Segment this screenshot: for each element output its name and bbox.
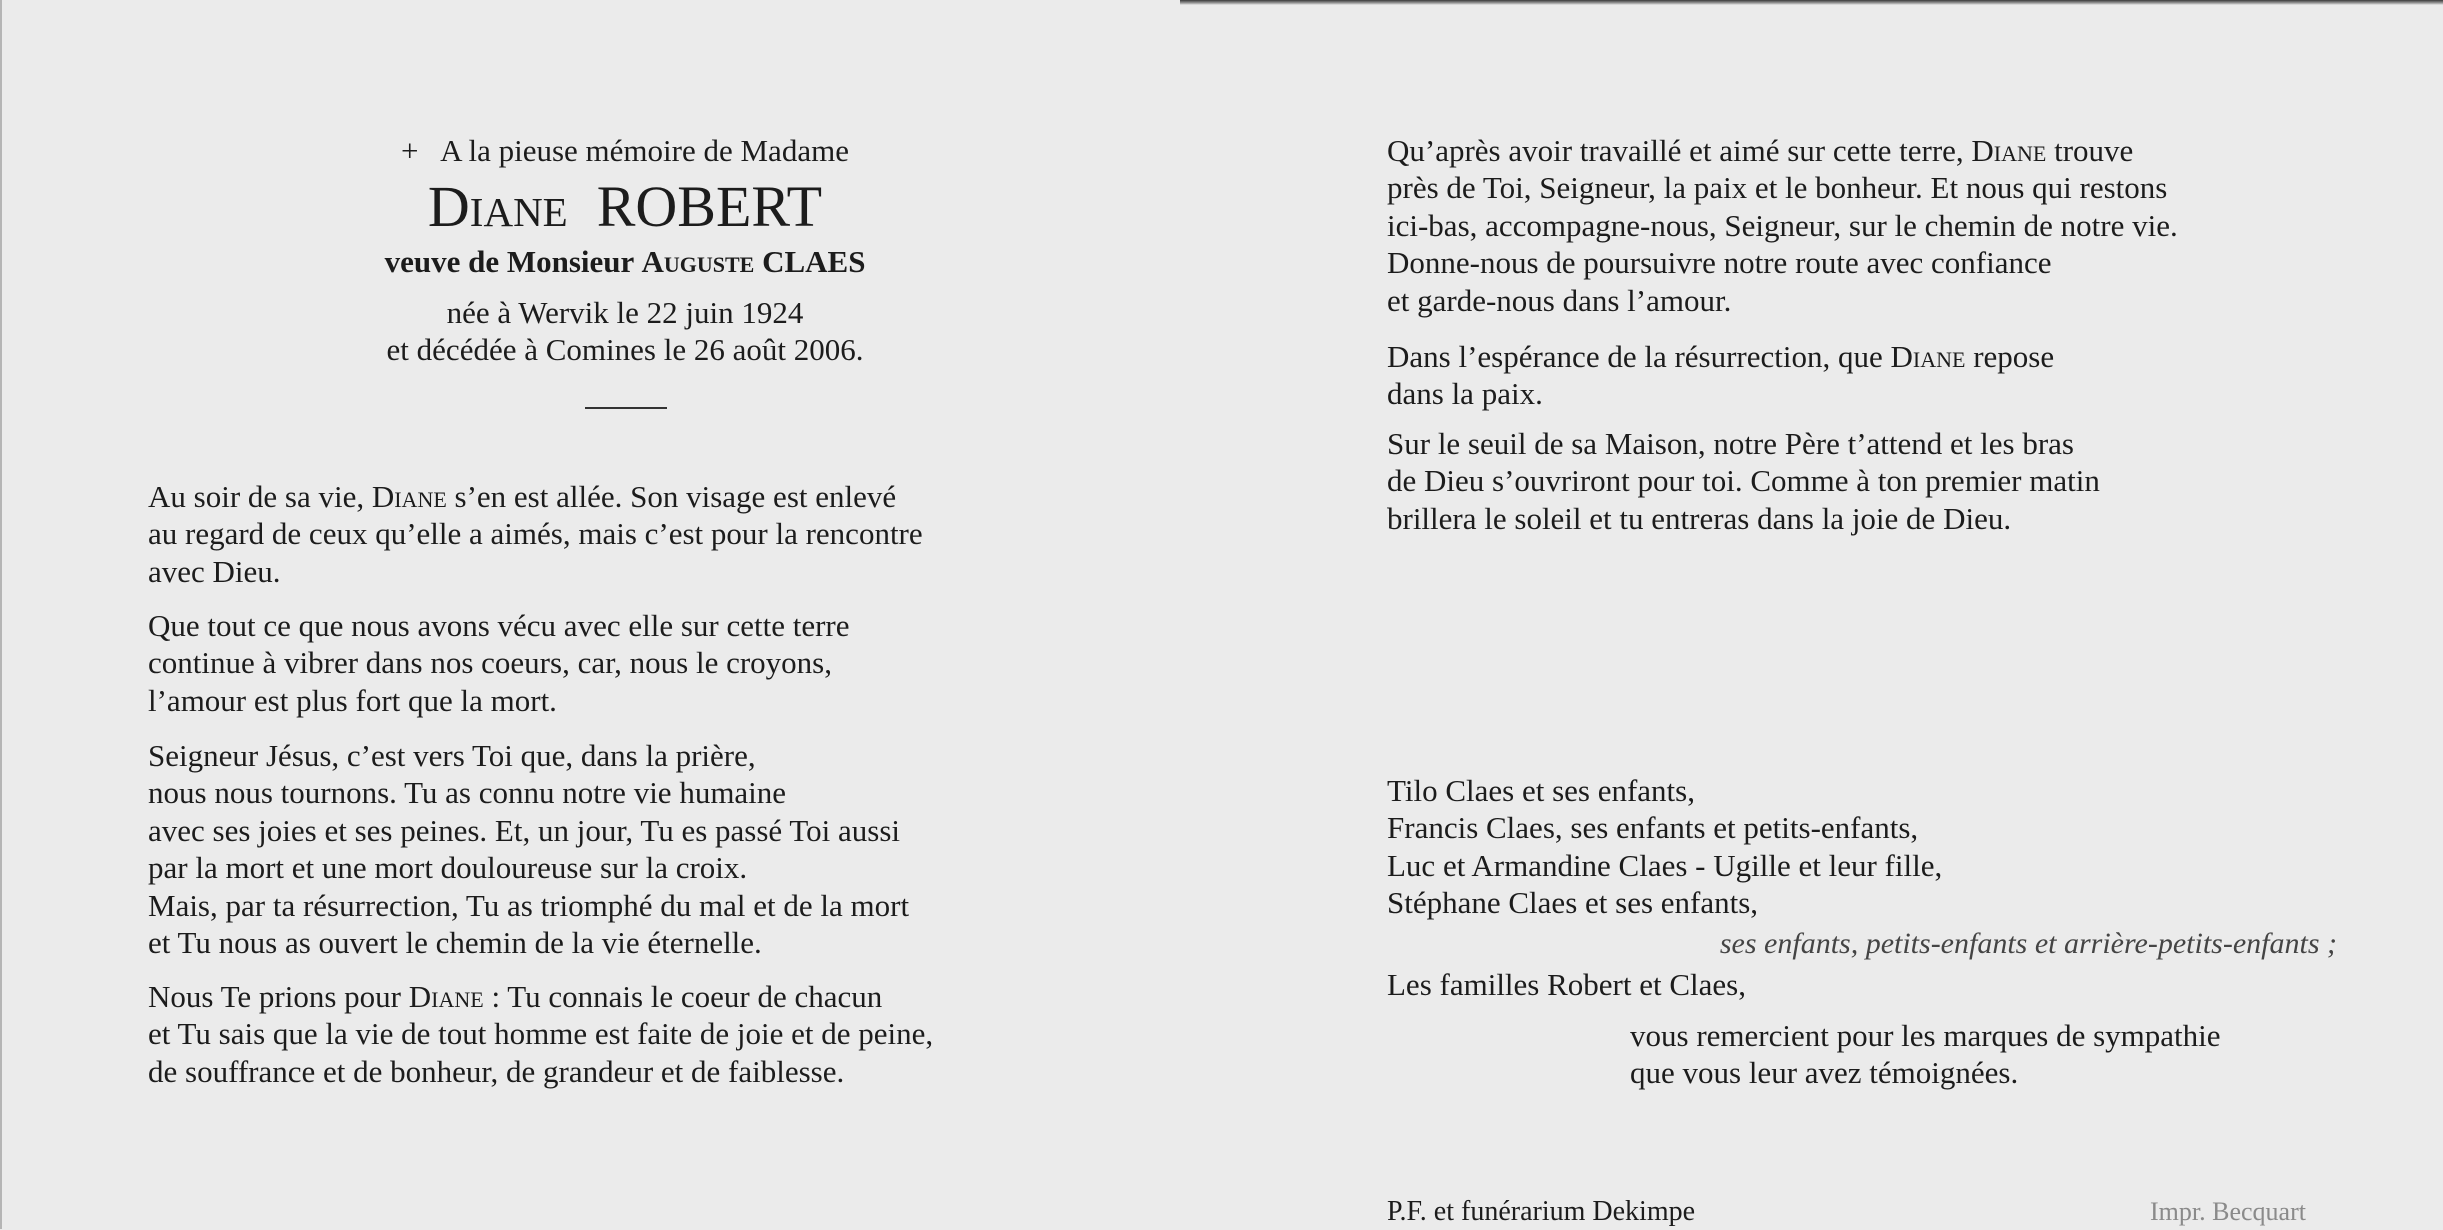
line: de Dieu s’ouvriront pour toi. Comme à ton premier matin — [1387, 463, 2100, 499]
line: avec ses joies et ses peines. Et, un jour, Tu es passé Toi aussi — [148, 812, 900, 848]
line: Que tout ce que nous avons vécu avec elle sur cette terre — [148, 608, 850, 643]
text: repose — [1965, 339, 2055, 374]
line: nous nous tournons. Tu as connu notre vie humaine — [148, 775, 787, 811]
right-paragraph-2 — [1387, 338, 2054, 413]
divider — [585, 407, 667, 409]
left-paragraph-3 — [148, 737, 909, 961]
last-name: ROBERT — [596, 174, 823, 239]
family-line: Luc et Armandine Claes - Ugille et leur fille, — [1387, 847, 1943, 883]
line: Seigneur Jésus, c’est vers Toi que, dans la prière, — [148, 738, 756, 773]
text: trouve — [2046, 133, 2134, 168]
text: Qu’après avoir travaillé et aimé sur cette terre, — [1387, 133, 1972, 168]
line: avec Dieu. — [148, 553, 281, 589]
first-name: Diane — [427, 174, 568, 239]
thanks-line: que vous leur avez témoignées. — [1630, 1055, 2019, 1091]
left-paragraph-4 — [148, 978, 933, 1090]
line: Donne-nous de poursuivre notre route avec confiance — [1387, 245, 2052, 281]
card-left-edge — [0, 0, 2, 1229]
text: Dans l’espérance de la résurrection, que — [1387, 339, 1891, 374]
line: au regard de ceux qu’elle a aimés, mais c’est pour la rencontre — [148, 516, 923, 552]
left-paragraph-2 — [148, 607, 850, 719]
funeral-home-text: P.F. et funérarium Dekimpe — [1387, 1196, 1696, 1227]
birth-line: née à Wervik le 22 juin 1924 — [446, 295, 804, 330]
funeral-home — [1387, 1193, 1695, 1230]
line: l’amour est plus fort que la mort. — [148, 682, 557, 718]
memorial-header — [250, 132, 1000, 169]
line: dans la paix. — [1387, 376, 1543, 412]
right-paragraph-1 — [1387, 132, 2178, 319]
name-small-caps: Diane — [408, 979, 484, 1014]
husband-last-name: CLAES — [762, 244, 866, 279]
intro-text: A la pieuse mémoire de Madame — [440, 133, 849, 168]
descendants-text: ses enfants, petits-enfants et arrière-petits-enfants ; — [1719, 927, 2337, 960]
name-small-caps: Diane — [1890, 339, 1966, 374]
descendants-line — [1720, 925, 2337, 962]
deceased-name — [250, 172, 1000, 242]
family-line: Stéphane Claes et ses enfants, — [1387, 885, 1759, 921]
family-list — [1387, 772, 1942, 922]
text: : Tu connais le coeur de chacun — [483, 979, 883, 1014]
family-line: Francis Claes, ses enfants et petits-enfants, — [1387, 810, 1919, 846]
text: Nous Te prions pour — [148, 979, 409, 1014]
widow-line — [250, 243, 1000, 280]
death-line: et décédée à Comines le 26 août 2006. — [386, 332, 864, 368]
dates — [250, 294, 1000, 369]
line: ici-bas, accompagne-nous, Seigneur, sur le chemin de notre vie. — [1387, 207, 2178, 243]
line: brillera le soleil et tu entreras dans la joie de Dieu. — [1387, 500, 2012, 536]
name-small-caps: Diane — [1971, 133, 2047, 168]
families-line — [1387, 966, 1746, 1003]
thanks-line: vous remercient pour les marques de sympathie — [1630, 1018, 2221, 1053]
line: Mais, par ta résurrection, Tu as triomphé du mal et de la mort — [148, 887, 910, 923]
thanks-block — [1630, 1017, 2221, 1092]
cross-icon: + — [401, 133, 419, 168]
line: par la mort et une mort douloureuse sur la croix. — [148, 850, 748, 886]
text: s’en est allée. Son visage est enlevé — [446, 479, 897, 514]
text: Au soir de sa vie, — [148, 479, 372, 514]
left-paragraph-1 — [148, 478, 923, 590]
intro-line — [250, 132, 1000, 169]
card-top-edge — [1180, 0, 2443, 5]
printer-text: Impr. Becquart — [2150, 1197, 2306, 1226]
husband-first-name: Auguste — [641, 244, 755, 279]
line: près de Toi, Seigneur, la paix et le bonheur. Et nous qui restons — [1387, 170, 2168, 206]
line: de souffrance et de bonheur, de grandeur et de faiblesse. — [148, 1053, 845, 1089]
line: et Tu nous as ouvert le chemin de la vie éternelle. — [148, 924, 762, 960]
line: et garde-nous dans l’amour. — [1387, 282, 1732, 318]
name-small-caps: Diane — [371, 479, 447, 514]
right-paragraph-3 — [1387, 425, 2100, 537]
printer — [2150, 1193, 2306, 1230]
families-text: Les familles Robert et Claes, — [1387, 967, 1746, 1002]
line: Sur le seuil de sa Maison, notre Père t’attend et les bras — [1387, 426, 2074, 461]
line: et Tu sais que la vie de tout homme est faite de joie et de peine, — [148, 1016, 934, 1052]
family-line: Tilo Claes et ses enfants, — [1387, 773, 1695, 808]
line: continue à vibrer dans nos coeurs, car, nous le croyons, — [148, 645, 832, 681]
widow-prefix: veuve de Monsieur — [384, 244, 634, 279]
